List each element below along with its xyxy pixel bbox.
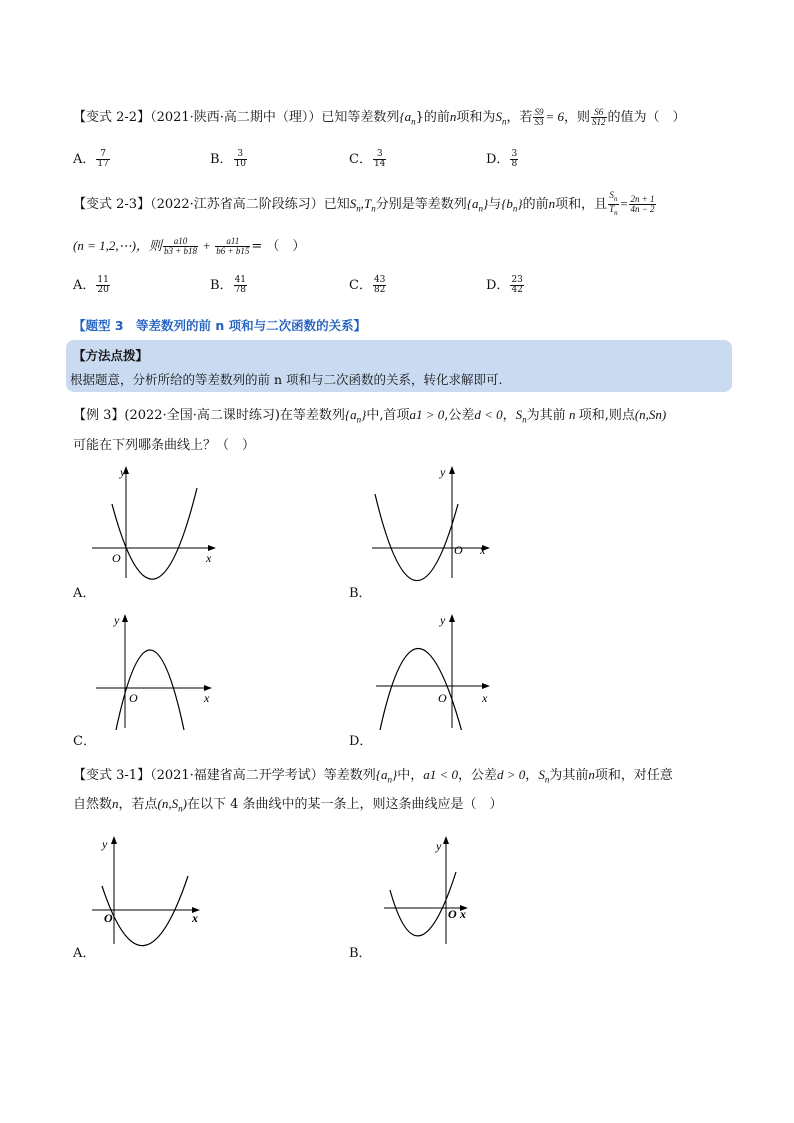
question-text: ，则: [563, 110, 590, 125]
origin-label: O: [104, 911, 113, 925]
y-axis-label: y: [436, 839, 442, 853]
question-text: 的值为（ ）: [607, 110, 686, 125]
graph-option-c[interactable]: [92, 610, 222, 730]
example-tag: 【例 3】: [73, 408, 125, 423]
x-axis-label: x: [480, 543, 486, 557]
option-c[interactable]: C． $\frac{43}{82}$: [349, 275, 386, 295]
option-a[interactable]: A．: [73, 946, 96, 961]
math-seq: {a: [399, 109, 412, 124]
variant-2-3-question-line2: (n = 1,2,⋯)，则 $\frac{a10}{b3 + b18}$ + $\frac{a11}{b6 + b15}$ = （ ）: [73, 236, 306, 256]
option-a[interactable]: A．: [73, 586, 96, 601]
math-point: (n,Sn): [634, 407, 667, 422]
option-a[interactable]: A． $\frac{7}{17}$: [73, 149, 109, 169]
origin-label: O: [448, 907, 457, 921]
question-text: 项和，对任意: [594, 768, 673, 783]
math-sn: S: [495, 109, 502, 124]
option-c[interactable]: C． $\frac{3}{14}$: [349, 149, 386, 169]
option-d[interactable]: D．: [349, 734, 373, 749]
question-text: (n = 1,2,⋯)，则: [73, 238, 162, 253]
question-text: 中,首项: [366, 408, 410, 423]
variant-tag: 【变式 2-3】: [73, 196, 151, 212]
x-axis-label: x: [482, 691, 488, 705]
variant-2-3-question: 【变式 2-3】（2022·江苏省高二阶段练习）已知$S_n,T_n$分别是等差数列$\{a_n\}$与$\{b_n\}$的前n项和，且 $\frac{S_n}{T_n}$ = $\frac{2n + 1}{4n - 2}$: [73, 190, 655, 217]
question-text: 在以下 4 条曲线中的某一条上，则这条曲线应是（ ）: [186, 797, 503, 812]
variant-3-1-question: 【变式 3-1】（2021·福建省高二开学考试）等差数列$\{a_n\}$中，a1 < 0，公差d > 0，$S_n$为其前n项和，对任意: [73, 767, 673, 785]
question-text: ，若点: [118, 797, 158, 812]
math-condition: d < 0: [474, 407, 503, 422]
origin-label: O: [112, 551, 121, 565]
example-3-question-line2: 可能在下列哪条曲线上？（ ）: [73, 438, 256, 453]
option-d[interactable]: D． $\frac{3}{8}$: [486, 149, 518, 169]
y-axis-label: y: [440, 465, 446, 479]
option-b[interactable]: B．: [349, 946, 372, 961]
math-eq: = 6: [545, 109, 564, 124]
x-axis-label: x: [460, 907, 466, 921]
graph-option-b[interactable]: [372, 462, 502, 582]
question-text: 的前: [522, 196, 549, 212]
fraction-s6-s12: $\frac{S6}{S12}$: [592, 107, 606, 127]
math-n: n: [449, 109, 457, 124]
option-c[interactable]: C．: [73, 734, 96, 749]
question-text: ，: [502, 408, 516, 423]
question-text: 项和,则点: [578, 408, 635, 423]
variant-tag: 【变式 2-2】: [73, 110, 151, 125]
origin-label: O: [438, 691, 447, 705]
y-axis-label: y: [102, 837, 108, 851]
graph-option-a-3-1[interactable]: [92, 832, 212, 947]
question-text: 为其前: [549, 768, 589, 783]
option-b[interactable]: B． $\frac{41}{78}$: [210, 275, 247, 295]
question-text: 为其前: [526, 408, 566, 423]
origin-label: O: [129, 691, 138, 705]
option-b[interactable]: B． $\frac{3}{10}$: [210, 149, 247, 169]
question-text: 分别是等差数列: [375, 196, 467, 212]
option-d[interactable]: D． $\frac{23}{42}$: [486, 275, 523, 295]
math-condition: a1 > 0: [409, 407, 445, 422]
question-text: （2021·福建省高二开学考试）等差数列: [150, 768, 376, 783]
expr-fraction-1: $\frac{a10}{b3 + b18}$: [163, 236, 198, 256]
option-a[interactable]: A． $\frac{11}{20}$: [73, 275, 109, 295]
variant-3-1-question-line2: 自然数n，若点$(n,S_n)$在以下 4 条曲线中的某一条上，则这条曲线应是（ ）: [73, 796, 503, 814]
question-text: ，若: [506, 110, 533, 125]
example-3-question: 【例 3】(2022·全国·高二课时练习)在等差数列$\{a_n\}$中,首项a1 > 0,公差d < 0，$S_n$为其前 n 项和,则点(n,Sn): [73, 407, 667, 425]
math-condition: d > 0: [497, 767, 526, 782]
question-text: 中，: [397, 768, 424, 783]
fraction-s9-s3: $\frac{S9}{S3}$: [534, 107, 544, 127]
graph-option-b-3-1[interactable]: [372, 832, 492, 947]
question-text: 与: [488, 196, 502, 212]
x-axis-label: x: [192, 911, 198, 925]
question-text: （2022·江苏省高二阶段练习）已知: [150, 196, 350, 212]
question-text: ，: [525, 768, 539, 783]
question-text: ，公差: [458, 768, 498, 783]
ratio-fraction: $\frac{2n + 1}{4n - 2}$: [630, 193, 655, 214]
variant-2-2-question: 【变式 2-2】（2021·陕西·高二期中（理））已知等差数列$\{a_n\}$的前n项和为$S_n$，若 $\frac{S9}{S3}$ = 6，则 $\frac{S6}{S12}$ 的值为（ ）: [73, 107, 686, 127]
y-axis-label: y: [120, 465, 126, 479]
method-text: 根据题意，分析所给的等差数列的前 n 项和与二次函数的关系，转化求解即可.: [70, 372, 503, 387]
y-axis-label: y: [114, 613, 120, 627]
graph-option-a[interactable]: [92, 462, 222, 582]
variant-tag: 【变式 3-1】: [73, 768, 151, 783]
x-axis-label: x: [206, 551, 212, 565]
question-text: = （ ）: [251, 239, 306, 254]
question-text: 项和，且: [555, 196, 608, 212]
graph-option-d[interactable]: [372, 610, 502, 730]
question-text: 项和为: [456, 110, 496, 125]
question-text: (2022·全国·高二课时练习)在等差数列: [124, 408, 345, 423]
origin-label: O: [454, 543, 463, 557]
section-title: 【题型 3 等差数列的前 n 项和与二次函数的关系】: [73, 318, 367, 333]
question-text: 自然数: [73, 797, 113, 812]
option-b[interactable]: B．: [349, 586, 372, 601]
x-axis-label: x: [204, 691, 210, 705]
y-axis-label: y: [440, 613, 446, 627]
expr-fraction-2: $\frac{a11}{b6 + b15}$: [216, 236, 250, 256]
question-text: }的前: [415, 110, 450, 125]
question-text: ,公差: [444, 408, 475, 423]
question-text: （2021·陕西·高二期中（理））已知等差数列: [150, 110, 400, 125]
math-condition: a1 < 0: [423, 767, 458, 782]
method-title: 【方法点拨】: [73, 348, 149, 363]
